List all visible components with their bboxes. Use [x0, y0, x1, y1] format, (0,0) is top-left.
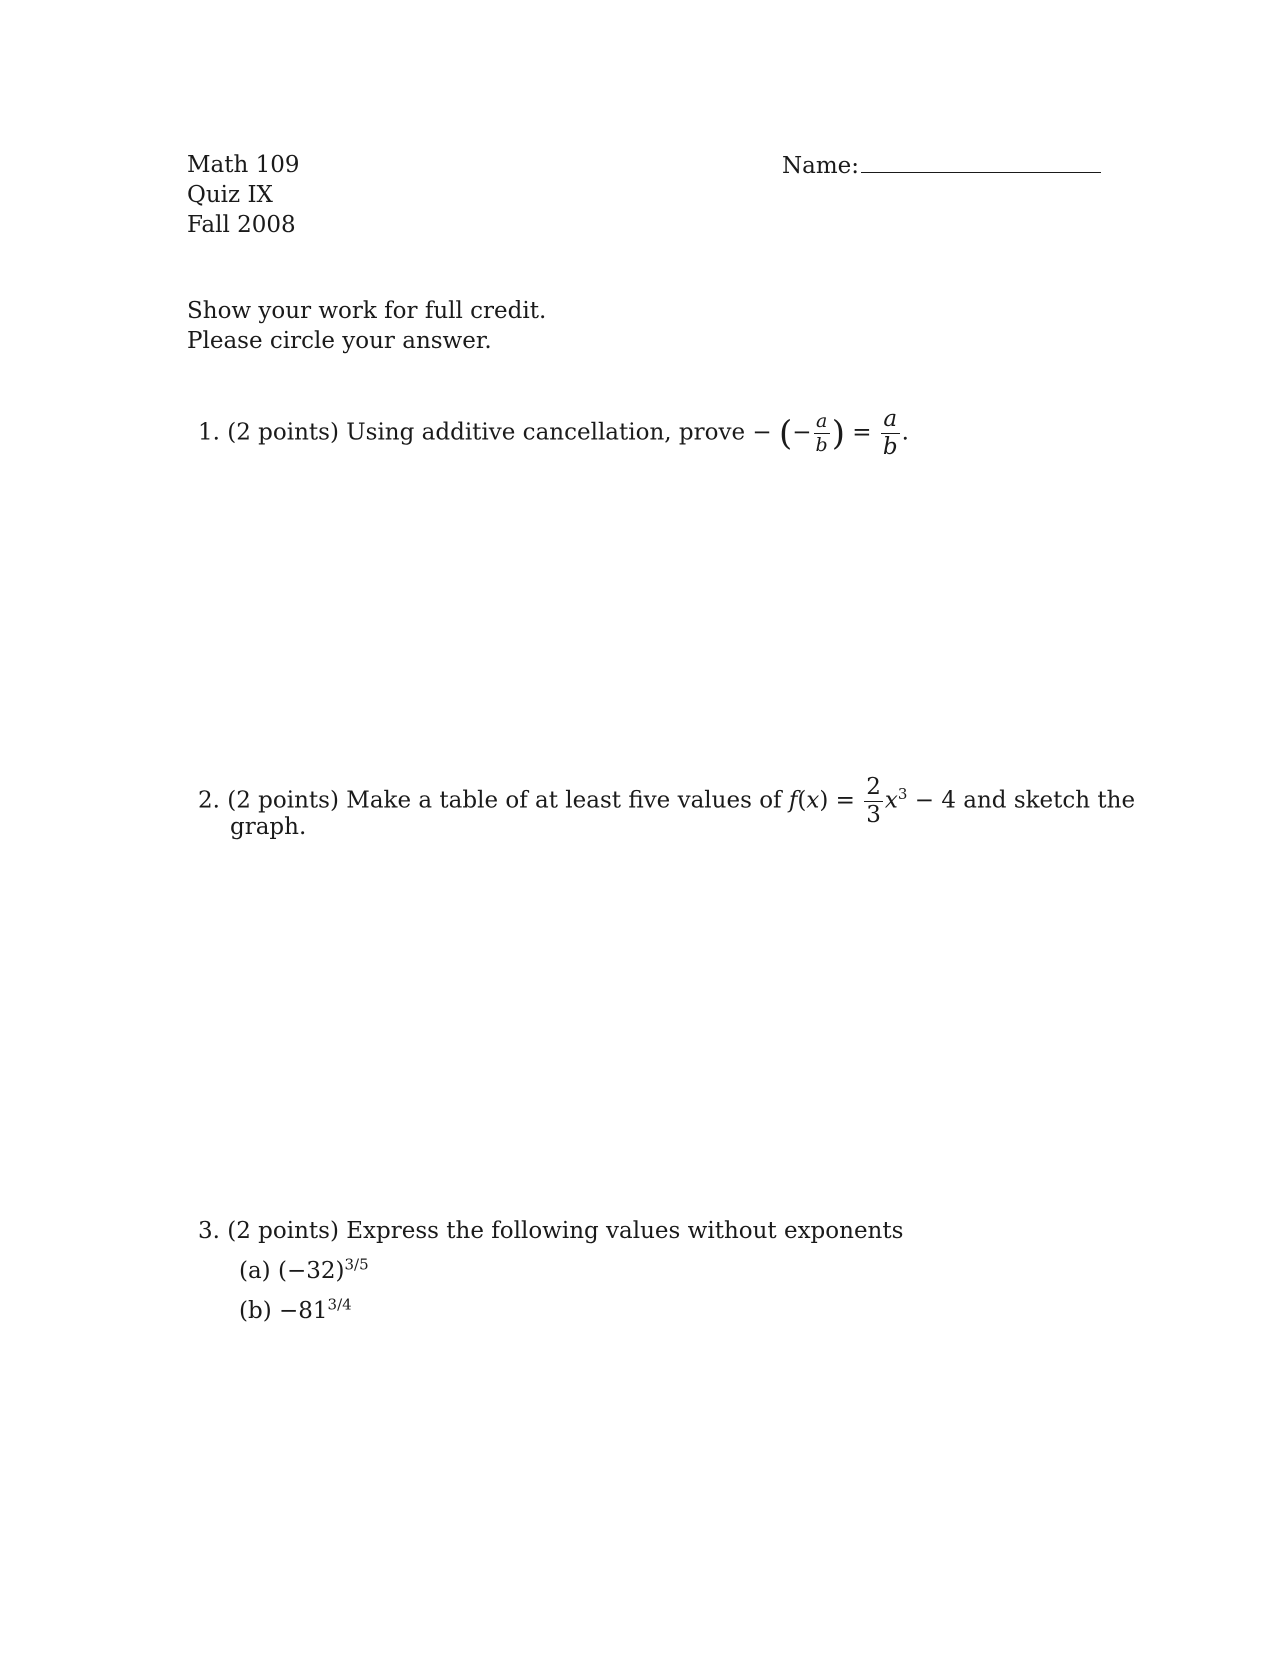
subpart-label: (a)	[239, 1258, 271, 1284]
problem-number: 3.	[198, 1218, 220, 1244]
math-var: x	[806, 787, 820, 814]
math-base: (−32)	[277, 1258, 345, 1284]
math-minus-inner: −	[792, 419, 812, 446]
course-header	[187, 150, 300, 240]
subpart-label: (b)	[239, 1298, 272, 1324]
name-field	[782, 150, 1101, 181]
math-equals: =	[852, 419, 872, 446]
problem-points: (2 points)	[227, 1218, 339, 1244]
problem-text: Make a table of at least five values of	[346, 787, 782, 814]
problem-text-tail: − 4 and sketch the	[914, 787, 1136, 814]
term-label: Fall 2008	[187, 212, 296, 238]
math-fraction-two-thirds: $\frac{2}{3}$	[866, 774, 881, 828]
problem-2-continuation: graph.	[230, 814, 307, 840]
math-func-name: f	[788, 787, 798, 814]
name-label: Name:	[782, 153, 860, 179]
math-exponent: 3/5	[344, 1255, 369, 1274]
course-title: Math 109	[187, 152, 300, 178]
problem-1: 1. (2 points) Using additive cancellation, prove − (− $\frac{a}{b}$ ) = $\frac{a}{b}$ .	[198, 406, 909, 460]
math-exponent: 3	[897, 784, 908, 803]
problem-number: 2.	[198, 787, 220, 814]
math-base: −81	[278, 1298, 328, 1324]
math-fraction-a-over-b: $\frac{a}{b}$	[815, 410, 828, 456]
problem-text: Using additive cancellation, prove	[346, 419, 746, 446]
math-fraction-a-over-b-result: $\frac{a}{b}$	[882, 406, 898, 460]
name-blank-line	[861, 150, 1101, 173]
math-var-power: x	[884, 787, 898, 814]
instruction-line-1: Show your work for full credit.	[187, 298, 547, 324]
math-paren-open: (	[778, 413, 793, 454]
math-exponent: 3/4	[327, 1295, 352, 1314]
math-paren-close: )	[831, 413, 845, 454]
quiz-title: Quiz IX	[187, 182, 273, 208]
math-minus: −	[752, 419, 772, 446]
problem-2: 2. (2 points) Make a table of at least five values of f(x) = $\frac{2}{3}$ $x^3 - 4$ and sketch the	[198, 774, 1136, 828]
problem-3a	[239, 1256, 369, 1286]
instruction-line-2: Please circle your answer.	[187, 328, 492, 354]
problem-3b	[239, 1296, 352, 1326]
problem-text: Express the following values without exponents	[346, 1218, 904, 1244]
problem-points: (2 points)	[227, 419, 339, 446]
instructions	[187, 296, 546, 356]
problem-number: 1.	[198, 419, 220, 446]
problem-points: (2 points)	[227, 787, 339, 814]
problem-3	[198, 1216, 903, 1246]
